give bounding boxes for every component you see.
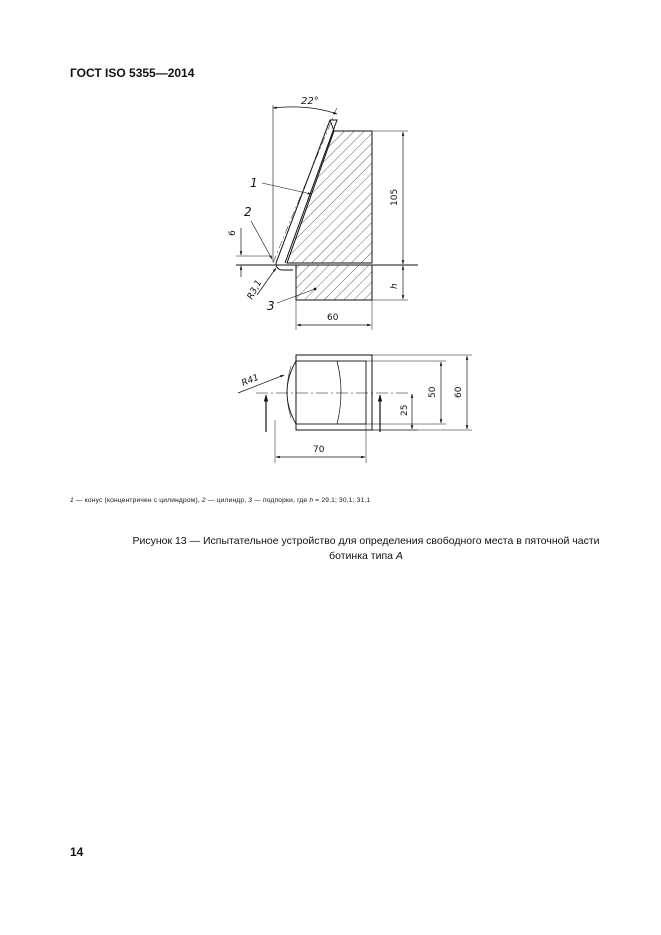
dimension-105 bbox=[372, 131, 408, 264]
dimension-60-upper bbox=[296, 300, 372, 330]
legend-text-4: = 29,1; 30,1; 31,1 bbox=[313, 497, 371, 504]
dimension-25 bbox=[372, 394, 418, 430]
dimension-25-label: 25 bbox=[400, 404, 410, 416]
support-block bbox=[296, 265, 372, 300]
figure-legend bbox=[70, 497, 370, 504]
legend-number-1: 1 bbox=[70, 497, 74, 504]
dimension-h bbox=[372, 266, 408, 300]
radius-r41 bbox=[238, 373, 284, 393]
plan-view bbox=[256, 355, 408, 430]
angle-label: 22° bbox=[301, 96, 319, 107]
dimension-105-label: 105 bbox=[390, 188, 400, 206]
dimension-h-label: h bbox=[390, 283, 400, 289]
page-number: 14 bbox=[70, 845, 84, 859]
dimension-50-label: 50 bbox=[428, 386, 438, 398]
dimension-60-right-label: 60 bbox=[454, 386, 464, 398]
cone-side-view bbox=[276, 120, 372, 270]
legend-number-3: 3 bbox=[248, 497, 253, 504]
dimension-60-upper-label: 60 bbox=[327, 313, 339, 323]
document-header: ГОСТ ISO 5355—2014 bbox=[70, 66, 195, 80]
dimension-60-right bbox=[372, 355, 472, 430]
caption-line-2-type: А bbox=[395, 550, 403, 562]
radius-r41-label: R41 bbox=[240, 372, 261, 389]
legend-text-1: — конус (концентричен с цилиндром), bbox=[73, 497, 202, 504]
callout-3-label: 3 bbox=[267, 299, 275, 313]
caption-line-1: Рисунок 13 — Испытательное устройство для определения свободного места в пяточной части bbox=[132, 535, 600, 547]
radius-r3-1 bbox=[246, 268, 276, 301]
dimension-70-label: 70 bbox=[313, 445, 325, 455]
legend-text-2: — цилиндр, bbox=[205, 497, 249, 504]
caption-line-2-text: ботинка типа bbox=[329, 550, 396, 562]
callout-2 bbox=[244, 205, 272, 259]
dimension-70 bbox=[275, 420, 366, 463]
legend-text-3: — подпорки, где bbox=[252, 497, 310, 504]
legend-number-2: 2 bbox=[201, 497, 206, 504]
dimension-6 bbox=[228, 228, 272, 277]
caption-line-2 bbox=[70, 549, 661, 564]
legend-variable-h: h bbox=[309, 497, 314, 504]
callout-1 bbox=[250, 176, 311, 194]
dimension-6-label: 6 bbox=[228, 230, 238, 236]
figure-caption bbox=[70, 534, 661, 564]
radius-r3-1-label: R3,1 bbox=[245, 278, 265, 302]
callout-2-label: 2 bbox=[244, 205, 252, 219]
callout-1-label: 1 bbox=[250, 176, 258, 190]
